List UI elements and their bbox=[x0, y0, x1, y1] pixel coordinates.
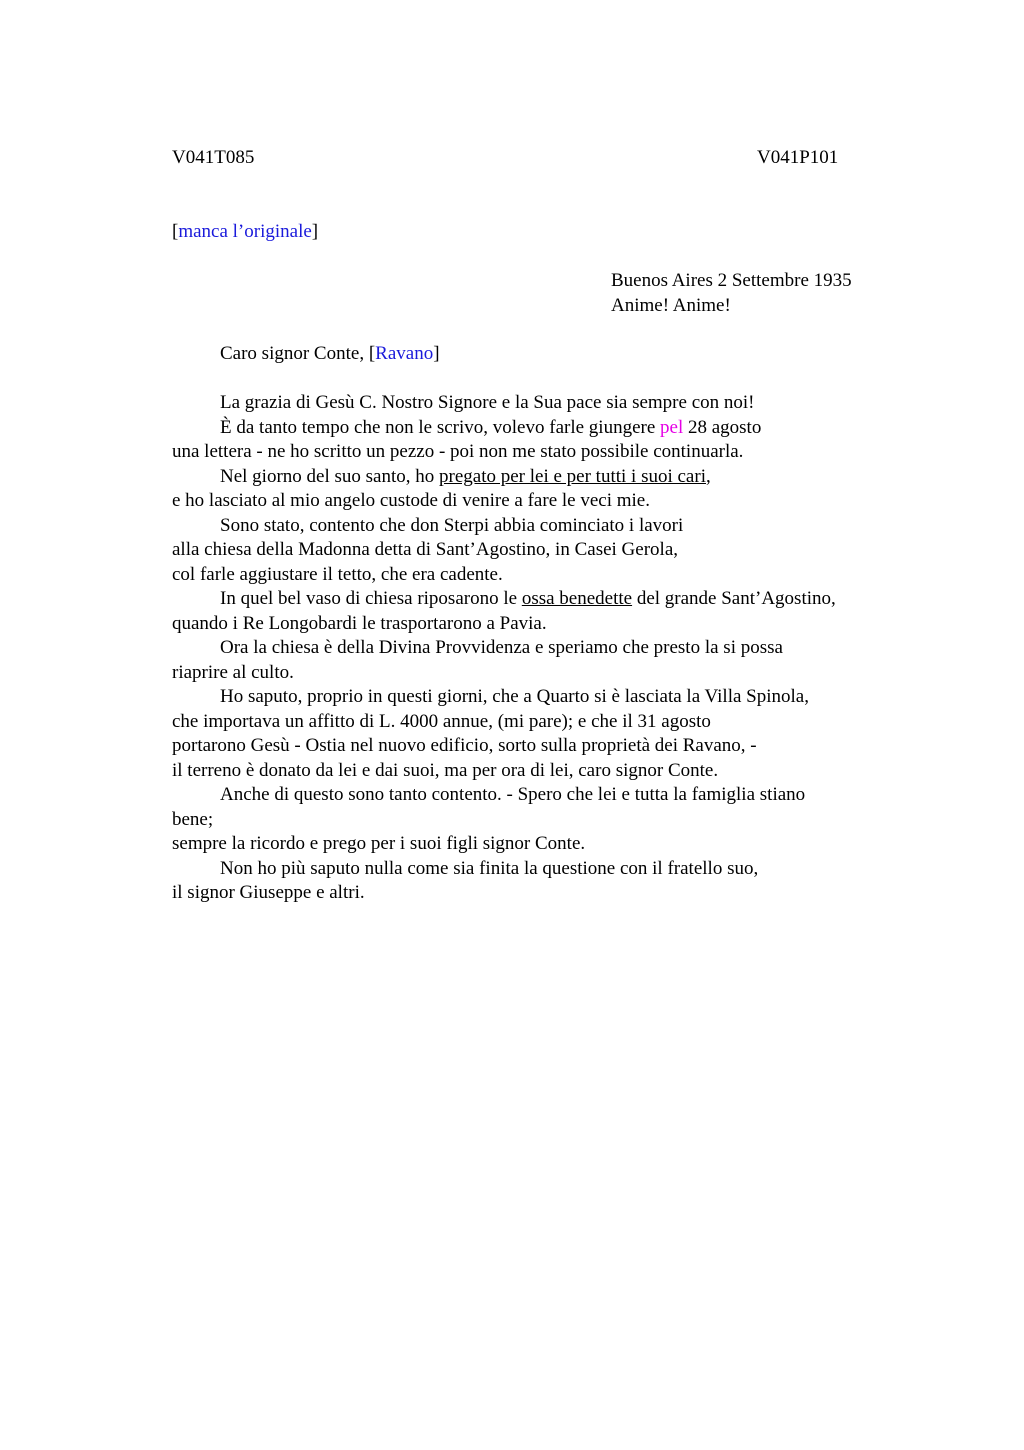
recipient-name-note: Ravano bbox=[375, 343, 434, 364]
underlined-text: pregato per lei e per tutti i suoi cari bbox=[439, 465, 706, 487]
salutation-text: Caro signor Conte, bbox=[220, 343, 369, 364]
body-text-span: È da tanto tempo che non le scrivo, volevo farle giungere bbox=[220, 416, 661, 438]
body-text-span: del grande Sant’Agostino, bbox=[632, 588, 836, 609]
body-line bbox=[172, 587, 836, 612]
body-text-span: In quel bel vaso di chiesa riposarono le bbox=[220, 588, 522, 609]
bracket-open: [ bbox=[172, 221, 179, 242]
body-line: Sono stato, contento che don Sterpi abbia cominciato i lavori bbox=[220, 514, 684, 536]
body-line: una lettera - ne ho scritto un pezzo - poi non me stato possibile continuarla. bbox=[172, 441, 744, 462]
missing-original-note: manca l’originale bbox=[178, 221, 312, 242]
bracket-close: ] bbox=[433, 343, 440, 364]
body-line: Anche di questo sono tanto contento. - Spero che lei e tutta la famiglia stiano bbox=[220, 784, 806, 805]
body-line: e ho lasciato al mio angelo custode di venire a fare le veci mie. bbox=[172, 490, 650, 511]
body-line: Ora la chiesa è della Divina Provvidenza e speriamo che presto la si possa bbox=[220, 637, 783, 658]
dateline bbox=[611, 269, 852, 318]
body-line: che importava un affitto di L. 4000 annue, (mi pare); e che il 31 agosto bbox=[172, 710, 711, 732]
body-text-span: , bbox=[705, 465, 711, 487]
editorial-note bbox=[172, 220, 318, 244]
highlighted-word: pel bbox=[660, 416, 684, 438]
bracket-open: [ bbox=[368, 343, 376, 364]
body-line: quando i Re Longobardi le trasportarono a Pavia. bbox=[172, 612, 547, 634]
body-line: alla chiesa della Madonna detta di Sant’Agostino, in Casei Gerola, bbox=[172, 539, 678, 560]
letter-body bbox=[172, 391, 836, 906]
underlined-text: ossa benedette bbox=[521, 588, 633, 609]
body-line bbox=[172, 465, 836, 490]
body-line: sempre la ricordo e prego per i suoi figli signor Conte. bbox=[172, 833, 586, 854]
salutation bbox=[220, 342, 440, 366]
body-line bbox=[172, 416, 836, 441]
body-line: bene; bbox=[172, 808, 214, 830]
document-code-left: V041T085 bbox=[172, 147, 255, 168]
document-code-right: V041P101 bbox=[757, 147, 839, 168]
body-line: il terreno è donato da lei e dai suoi, ma per ora di lei, caro signor Conte. bbox=[172, 759, 719, 781]
body-line: riaprire al culto. bbox=[172, 661, 294, 683]
motto: Anime! Anime! bbox=[611, 294, 731, 316]
body-line: La grazia di Gesù C. Nostro Signore e la Sua pace sia sempre con noi! bbox=[220, 392, 755, 413]
body-line: portarono Gesù - Ostia nel nuovo edificio, sorto sulla proprietà dei Ravano, - bbox=[172, 735, 757, 756]
body-line: il signor Giuseppe e altri. bbox=[172, 882, 365, 903]
body-text-span: 28 agosto bbox=[683, 416, 762, 438]
body-line: col farle aggiustare il tetto, che era cadente. bbox=[172, 563, 503, 585]
bracket-close: ] bbox=[311, 221, 319, 242]
body-line: Non ho più saputo nulla come sia finita la questione con il fratello suo, bbox=[220, 857, 759, 879]
body-line: Ho saputo, proprio in questi giorni, che a Quarto si è lasciata la Villa Spinola, bbox=[220, 686, 809, 707]
body-text-span: Nel giorno del suo santo, ho bbox=[220, 465, 440, 487]
place-date: Buenos Aires 2 Settembre 1935 bbox=[611, 270, 852, 291]
